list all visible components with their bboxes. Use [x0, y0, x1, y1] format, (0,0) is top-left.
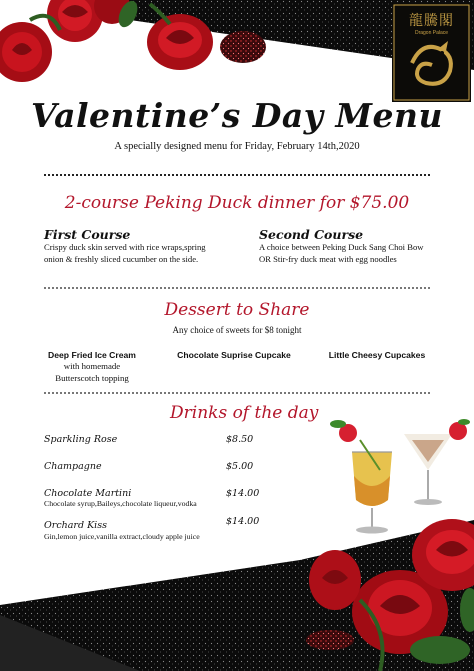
- drink-desc: Chocolate syrup,Baileys,chocolate liqueur,vodka: [44, 499, 197, 508]
- dessert-desc: Butterscotch topping: [55, 373, 129, 383]
- course-title: Second Course: [259, 227, 364, 242]
- dessert-name: Chocolate Suprise Cupcake: [177, 350, 291, 360]
- rose-icon: [0, 0, 141, 82]
- divider: [44, 287, 430, 289]
- dessert-name: Little Cheesy Cupcakes: [328, 350, 426, 360]
- drink-desc: Gin,lemon juice,vanilla extract,cloudy apple juice: [44, 532, 200, 541]
- logo-chinese-name: 龍騰閣: [409, 13, 454, 29]
- logo-english-name: Dragon Palace: [414, 30, 449, 36]
- cocktail-icon: [330, 420, 392, 534]
- second-course: [259, 227, 471, 265]
- divider: [44, 392, 430, 394]
- drinks-heading: Drinks of the day: [170, 403, 319, 423]
- page-subtitle: A specially designed menu for Friday, February 14th,2020: [114, 141, 360, 152]
- drink-price: $8.50: [226, 434, 254, 445]
- course-line: A choice between Peking Duck Sang Choi Bow: [259, 242, 424, 252]
- martini-icon: [404, 419, 470, 505]
- dessert-name: Deep Fried Ice Cream: [48, 350, 136, 360]
- drink-price: $14.00: [226, 516, 260, 527]
- drink-name: Chocolate Martini: [44, 488, 132, 499]
- drink-price: $14.00: [226, 488, 260, 499]
- drink-name: Sparkling Rose: [44, 434, 118, 445]
- dessert-item: [318, 350, 436, 360]
- dessert-subtitle: Any choice of sweets for $8 tonight: [172, 325, 302, 335]
- drink-price: $5.00: [226, 461, 254, 472]
- offer-heading: 2-course Peking Duck dinner for $75.00: [64, 193, 410, 213]
- drink-name: Champagne: [44, 461, 102, 472]
- dessert-desc: with homemade: [63, 361, 121, 371]
- course-line: onion & freshly sliced cucumber on the side.: [44, 253, 199, 264]
- dessert-item: [36, 350, 148, 384]
- drink-name: Orchard Kiss: [44, 520, 107, 531]
- dessert-item: [164, 350, 304, 360]
- divider: [44, 174, 430, 176]
- course-line: OR Stir-fry duck meat with egg noodles: [259, 253, 397, 264]
- dessert-heading: Dessert to Share: [164, 300, 310, 320]
- course-line: Crispy duck skin served with rice wraps,spring: [44, 242, 206, 252]
- page-title: Valentine’s Day Menu: [31, 96, 443, 135]
- course-title: First Course: [44, 227, 131, 242]
- first-course: [44, 227, 259, 265]
